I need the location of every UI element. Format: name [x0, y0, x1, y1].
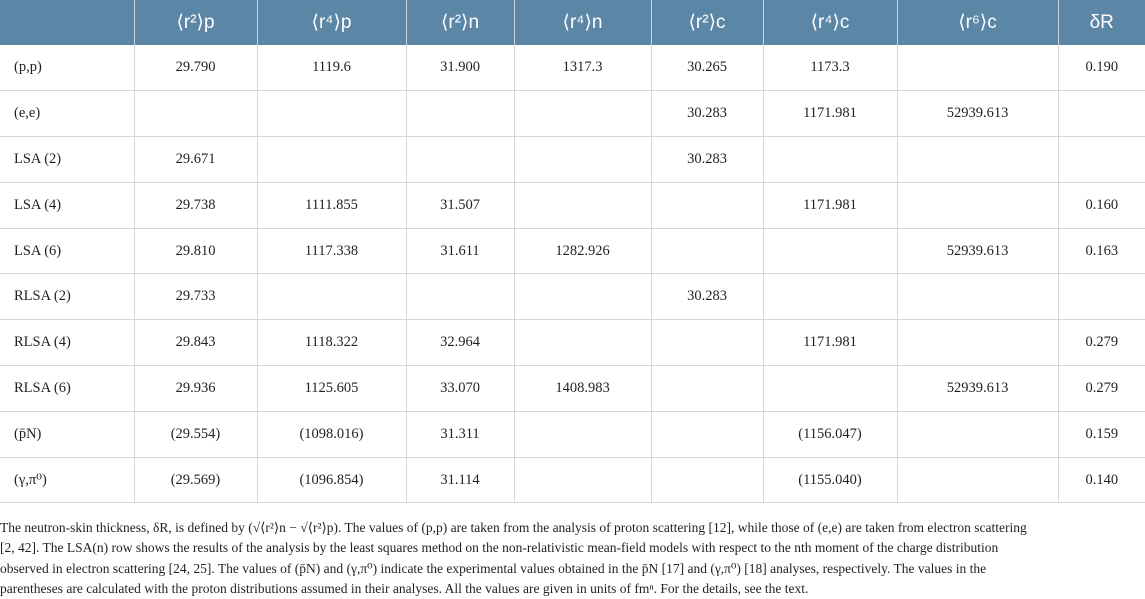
cell-r4p	[257, 137, 406, 183]
row-label: RLSA (4)	[0, 320, 134, 366]
cell-r4c	[763, 274, 897, 320]
cell-dR: 0.160	[1058, 182, 1145, 228]
cell-r4n	[514, 274, 651, 320]
cell-r2n	[406, 137, 514, 183]
cell-r2p: 29.733	[134, 274, 257, 320]
cell-r4c: 1171.981	[763, 320, 897, 366]
cell-r4c	[763, 137, 897, 183]
cell-r4n	[514, 457, 651, 503]
cell-r6c	[897, 45, 1058, 91]
cell-r2c	[651, 366, 763, 412]
cell-r4p: 1118.322	[257, 320, 406, 366]
cell-r4c: 1171.981	[763, 91, 897, 137]
cell-r4c: 1173.3	[763, 45, 897, 91]
cell-r6c	[897, 274, 1058, 320]
row-label: LSA (6)	[0, 228, 134, 274]
header-r4n: ⟨r⁴⟩n	[514, 0, 651, 45]
row-label: (p̄N)	[0, 411, 134, 457]
cell-dR: 0.159	[1058, 411, 1145, 457]
cell-r6c: 52939.613	[897, 366, 1058, 412]
header-r6c: ⟨r⁶⟩c	[897, 0, 1058, 45]
table-caption	[0, 518, 1145, 599]
cell-r4c	[763, 366, 897, 412]
cell-r2c	[651, 320, 763, 366]
cell-r2p: 29.671	[134, 137, 257, 183]
cell-r6c	[897, 411, 1058, 457]
cell-r2n: 31.311	[406, 411, 514, 457]
cell-r2n	[406, 274, 514, 320]
cell-r2p: 29.810	[134, 228, 257, 274]
cell-r4n: 1317.3	[514, 45, 651, 91]
table-row	[0, 457, 1145, 503]
cell-dR: 0.140	[1058, 457, 1145, 503]
cell-r4p	[257, 274, 406, 320]
row-label: RLSA (6)	[0, 366, 134, 412]
caption-line-1: The neutron-skin thickness, δR, is defined by (√⟨r²⟩n − √⟨r²⟩p). The values of (p,p) are taken from the analysis of proton scattering [12], while those of (e,e) are taken from electron scattering	[0, 520, 1027, 535]
cell-r2n: 32.964	[406, 320, 514, 366]
table-row	[0, 320, 1145, 366]
header-r4c: ⟨r⁴⟩c	[763, 0, 897, 45]
caption-line-2: [2, 42]. The LSA(n) row shows the results of the analysis by the least squares method on the non-relativistic mean-field models with respect to the nth moment of the charge distribution	[0, 540, 999, 556]
caption-line-4: parentheses are calculated with the proton distributions assumed in their analyses. All the values are given in units of fmⁿ. For the details, see the text.	[0, 580, 809, 596]
cell-r2n: 31.114	[406, 457, 514, 503]
cell-r6c	[897, 320, 1058, 366]
cell-r4n	[514, 91, 651, 137]
row-label: LSA (4)	[0, 182, 134, 228]
row-label: LSA (2)	[0, 137, 134, 183]
cell-r4p: 1119.6	[257, 45, 406, 91]
cell-dR	[1058, 274, 1145, 320]
cell-r6c	[897, 457, 1058, 503]
cell-r2p: 29.738	[134, 182, 257, 228]
cell-dR	[1058, 137, 1145, 183]
header-row	[0, 0, 1145, 45]
table-row	[0, 366, 1145, 412]
cell-r4c: (1155.040)	[763, 457, 897, 503]
cell-r4n	[514, 182, 651, 228]
row-label: RLSA (2)	[0, 274, 134, 320]
cell-r2c	[651, 228, 763, 274]
cell-r2p	[134, 91, 257, 137]
cell-r6c: 52939.613	[897, 91, 1058, 137]
header-r2n: ⟨r²⟩n	[406, 0, 514, 45]
cell-r2n: 31.900	[406, 45, 514, 91]
cell-r2c	[651, 411, 763, 457]
cell-r2p: 29.843	[134, 320, 257, 366]
cell-r6c	[897, 137, 1058, 183]
cell-r4c	[763, 228, 897, 274]
cell-r2p: (29.554)	[134, 411, 257, 457]
cell-r2p: 29.790	[134, 45, 257, 91]
cell-r4n: 1408.983	[514, 366, 651, 412]
cell-r2c: 30.283	[651, 91, 763, 137]
table-row	[0, 91, 1145, 137]
cell-dR	[1058, 91, 1145, 137]
cell-r4c: (1156.047)	[763, 411, 897, 457]
table-row	[0, 274, 1145, 320]
cell-r2p: 29.936	[134, 366, 257, 412]
table-row	[0, 45, 1145, 91]
cell-r2c	[651, 457, 763, 503]
row-label: (p,p)	[0, 45, 134, 91]
cell-r4p: 1111.855	[257, 182, 406, 228]
table-row	[0, 228, 1145, 274]
cell-r4p: (1096.854)	[257, 457, 406, 503]
cell-r2c	[651, 182, 763, 228]
cell-r6c: 52939.613	[897, 228, 1058, 274]
cell-r2n: 31.507	[406, 182, 514, 228]
cell-dR: 0.163	[1058, 228, 1145, 274]
table-row	[0, 137, 1145, 183]
cell-dR: 0.279	[1058, 320, 1145, 366]
cell-r2n: 31.611	[406, 228, 514, 274]
cell-r2n: 33.070	[406, 366, 514, 412]
row-label: (γ,π⁰)	[0, 457, 134, 503]
cell-r2n	[406, 91, 514, 137]
cell-r2c: 30.283	[651, 137, 763, 183]
header-r2p: ⟨r²⟩p	[134, 0, 257, 45]
table-row	[0, 182, 1145, 228]
cell-r4n	[514, 320, 651, 366]
cell-dR: 0.190	[1058, 45, 1145, 91]
cell-r4n	[514, 411, 651, 457]
cell-r4p: 1125.605	[257, 366, 406, 412]
cell-r6c	[897, 182, 1058, 228]
cell-r4p	[257, 91, 406, 137]
table-row	[0, 411, 1145, 457]
cell-r2c: 30.283	[651, 274, 763, 320]
cell-r4n	[514, 137, 651, 183]
cell-r4p: 1117.338	[257, 228, 406, 274]
cell-r2p: (29.569)	[134, 457, 257, 503]
cell-r4n: 1282.926	[514, 228, 651, 274]
cell-r2c: 30.265	[651, 45, 763, 91]
cell-dR: 0.279	[1058, 366, 1145, 412]
cell-r4p: (1098.016)	[257, 411, 406, 457]
header-r4p: ⟨r⁴⟩p	[257, 0, 406, 45]
caption-line-3: observed in electron scattering [24, 25]. The values of (p̄N) and (γ,π⁰) indicate the experimental values obtained in the p̄N [17] and (γ,π⁰) [18] analyses, respectively. The values in the	[0, 560, 987, 576]
header-label	[0, 0, 134, 45]
header-dR: δR	[1089, 11, 1114, 33]
header-r2c: ⟨r²⟩c	[651, 0, 763, 45]
cell-r4c: 1171.981	[763, 182, 897, 228]
row-label: (e,e)	[0, 91, 134, 137]
